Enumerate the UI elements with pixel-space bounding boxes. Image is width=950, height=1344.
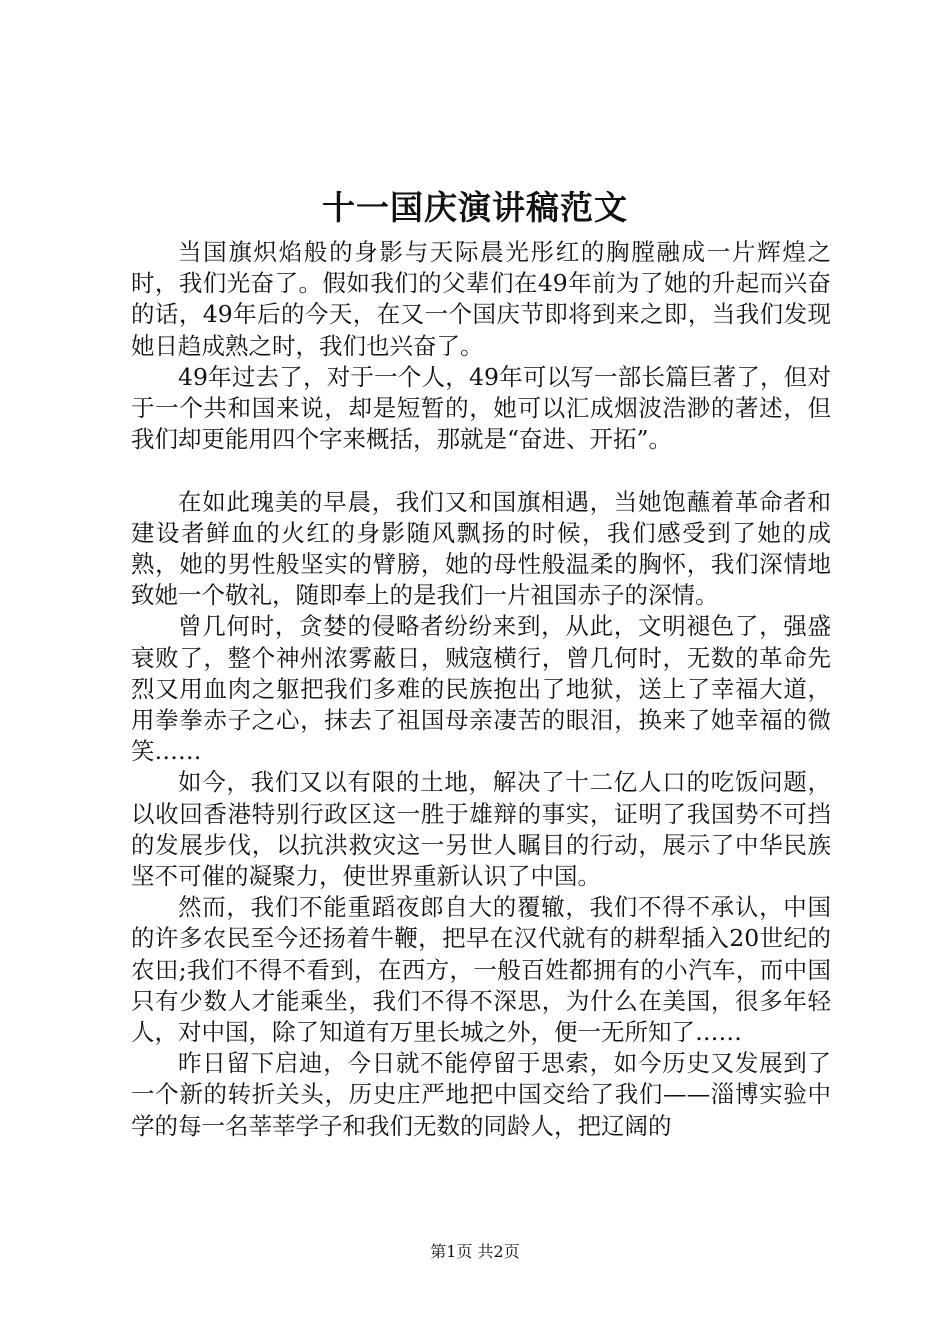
page-title: 十一国庆演讲稿范文 xyxy=(322,188,628,227)
paragraph: 昨日留下启迪，今日就不能停留于思索，如今历史又发展到了一个新的转折关头，历史庄严地把中国交给了我们——淄博实验中学的每一名莘莘学子和我们无数的同龄人，把辽阔的 xyxy=(131,1049,831,1140)
paragraph: 曾几何时，贪婪的侵略者纷纷来到，从此，文明褪色了，强盛衰败了，整个神州浓雾蔽日，贼寇横行，曾几何时，无数的革命先烈又用血肉之躯把我们多难的民族抱出了地狱，送上了幸福大道，用拳拳赤子之心，抹去了祖国母亲凄苦的眼泪，换来了她幸福的微笑…… xyxy=(131,612,831,766)
paragraph: 49年过去了，对于一个人，49年可以写一部长篇巨著了，但对于一个共和国来说，却是短暂的，她可以汇成烟波浩渺的著述，但我们却更能用四个字来概括，那就是“奋进、开拓”。 xyxy=(131,362,831,454)
paragraph-spacer xyxy=(131,455,831,486)
paragraph: 当国旗炽焰般的身影与天际晨光彤红的胸膛融成一片辉煌之时，我们光奋了。假如我们的父辈们在49年前为了她的升起而兴奋的话，49年后的今天，在又一个国庆节即将到来之即，当我们发现她日趋成熟之时，我们也兴奋了。 xyxy=(131,238,831,360)
paragraph: 在如此瑰美的早晨，我们又和国旗相遇，当她饱蘸着革命者和建设者鲜血的火红的身影随风飘扬的时候，我们感受到了她的成熟，她的男性般坚实的臂膀，她的母性般温柔的胸怀，我们深情地致她一个敬礼，随即奉上的是我们一片祖国赤子的深情。 xyxy=(131,487,831,610)
document-body xyxy=(131,237,831,1142)
paragraph: 然而，我们不能重蹈夜郎自大的覆辙，我们不得不承认，中国的许多农民至今还扬着牛鞭，把早在汉代就有的耕犁插入20世纪的农田;我们不得不看到，在西方，一般百姓都拥有的小汽车，而中国只有少数人才能乘坐，我们不得不深思，为什么在美国，很多年轻人，对中国，除了知道有万里长城之外，便一无所知了…… xyxy=(131,893,831,1047)
page-footer: 第1页 共2页 xyxy=(430,1242,520,1261)
paragraph: 如今，我们又以有限的土地，解决了十二亿人口的吃饭问题，以收回香港特别行政区这一胜于雄辩的事实，证明了我国势不可挡的发展步伐，以抗洪救灾这一另世人瞩目的行动，展示了中华民族坚不可催的凝聚力，使世界重新认识了中国。 xyxy=(131,768,831,891)
